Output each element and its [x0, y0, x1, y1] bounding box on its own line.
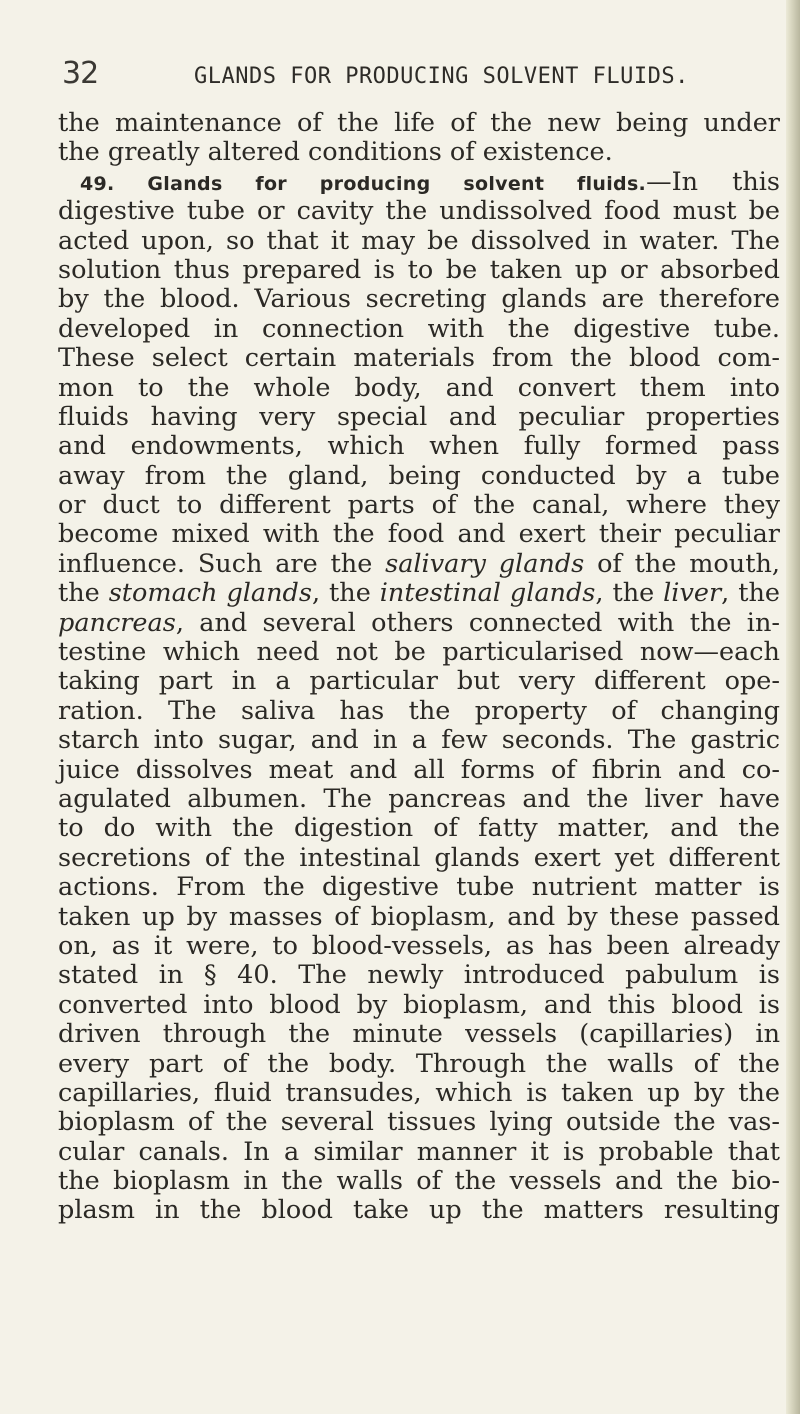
text-line: [58, 756, 780, 785]
page-number: 32: [62, 56, 99, 91]
text-line: [58, 520, 780, 549]
text-segment: actions. From the digestive tube nutrient matter is: [58, 872, 780, 903]
text-line: [58, 138, 780, 167]
text-segment: the: [58, 578, 109, 609]
text-line: [58, 227, 780, 256]
text-segment: become mixed with the food and exert their peculiar: [58, 519, 780, 550]
text-segment: juice dissolves meat and all forms of fibrin and co-: [58, 754, 780, 785]
text-segment: cular canals. In a similar manner it is probable that: [58, 1136, 780, 1167]
text-line: [58, 432, 780, 461]
text-segment: These select certain materials from the blood com-: [58, 343, 780, 374]
text-line: [58, 1167, 780, 1196]
text-segment: intestinal glands: [379, 578, 596, 609]
text-segment: and endowments, which when fully formed pass: [58, 431, 780, 462]
text-line: [58, 932, 780, 961]
text-segment: to do with the digestion of fatty matter, and the: [58, 813, 780, 844]
text-segment: the greatly altered conditions of existence.: [58, 137, 613, 168]
text-segment: of the mouth,: [584, 548, 780, 579]
text-segment: solution thus prepared is to be taken up or absorbed: [58, 254, 780, 285]
text-line: [58, 285, 780, 314]
text-segment: plasm in the blood take up the matters resulting: [58, 1195, 780, 1226]
text-line: [58, 1050, 780, 1079]
text-segment: agulated albumen. The pancreas and the liver have: [58, 783, 780, 814]
text-segment: mon to the whole body, and convert them into: [58, 372, 780, 403]
text-segment: or duct to different parts of the canal, where they: [58, 490, 780, 521]
text-segment: , the: [721, 578, 780, 609]
text-segment: away from the gland, being conducted by a tube: [58, 460, 780, 491]
text-line: [58, 873, 780, 902]
text-segment: stomach glands: [108, 578, 312, 609]
text-segment: the maintenance of the life of the new being under: [58, 108, 780, 138]
body-text: [58, 109, 780, 1226]
text-line: [58, 726, 780, 755]
text-line: [58, 991, 780, 1020]
text-segment: every part of the body. Through the walls of the: [58, 1048, 780, 1079]
section-title: Glands for producing solvent fluids.: [147, 172, 647, 195]
text-segment: converted into blood by bioplasm, and this blood is: [58, 989, 780, 1020]
text-line: [58, 1138, 780, 1167]
text-line: [58, 168, 780, 197]
text-segment: the bioplasm in the walls of the vessels and the bio-: [58, 1166, 780, 1197]
text-segment: capillaries, fluid transudes, which is taken up by the: [58, 1077, 780, 1108]
text-segment: starch into sugar, and in a few seconds. The gastric: [58, 725, 780, 756]
text-segment: on, as it were, to blood-vessels, as has been already: [58, 930, 780, 961]
text-segment: , the: [311, 578, 380, 609]
running-head: GLANDS FOR PRODUCING SOLVENT FLUIDS.: [194, 64, 689, 89]
text-segment: taken up by masses of bioplasm, and by these passed: [58, 901, 780, 932]
text-line: [58, 814, 780, 843]
text-line: [58, 374, 780, 403]
text-segment: developed in connection with the digestive tube.: [58, 313, 780, 344]
text-segment: influence. Such are the: [58, 548, 386, 579]
text-segment: liver: [663, 578, 722, 609]
text-line: [58, 256, 780, 285]
text-segment: ration. The saliva has the property of changing: [58, 695, 780, 726]
text-line: [58, 1196, 780, 1225]
text-segment: —In this: [646, 166, 780, 197]
text-line: [58, 667, 780, 696]
text-line: [58, 344, 780, 373]
text-line: [58, 903, 780, 932]
text-segment: acted upon, so that it may be dissolved in water. The: [58, 225, 780, 256]
text-line: [58, 785, 780, 814]
text-segment: digestive tube or cavity the undissolved food must be: [58, 196, 780, 227]
text-segment: salivary glands: [385, 548, 585, 579]
text-segment: taking part in a particular but very different ope-: [58, 666, 780, 697]
text-segment: bioplasm of the several tissues lying outside the vas-: [58, 1107, 780, 1138]
text-segment: pancreas: [58, 607, 176, 638]
text-line: [58, 403, 780, 432]
text-line: [58, 961, 780, 990]
text-line: [58, 1079, 780, 1108]
text-segment: testine which need not be particularised now—each: [58, 637, 780, 668]
text-line: [58, 1020, 780, 1049]
text-line: [58, 109, 780, 138]
text-segment: secretions of the intestinal glands exert yet different: [58, 842, 780, 873]
text-line: [58, 315, 780, 344]
text-line: [58, 638, 780, 667]
text-line: [58, 1108, 780, 1137]
text-line: [58, 550, 780, 579]
text-segment: by the blood. Various secreting glands are therefore: [58, 284, 780, 315]
text-line: [58, 609, 780, 638]
text-segment: , and several others connected with the in-: [175, 607, 780, 638]
page-edge: [786, 0, 800, 1414]
text-line: [58, 844, 780, 873]
text-segment: , the: [595, 578, 664, 609]
section-number: 49.: [80, 172, 148, 195]
text-segment: stated in § 40. The newly introduced pabulum is: [58, 960, 780, 991]
text-line: [58, 462, 780, 491]
text-line: [58, 197, 780, 226]
text-line: [58, 579, 780, 608]
text-line: [58, 491, 780, 520]
text-segment: driven through the minute vessels (capillaries) in: [58, 1019, 780, 1050]
page-header: [62, 56, 762, 96]
text-segment: fluids having very special and peculiar properties: [58, 401, 780, 432]
text-line: [58, 697, 780, 726]
